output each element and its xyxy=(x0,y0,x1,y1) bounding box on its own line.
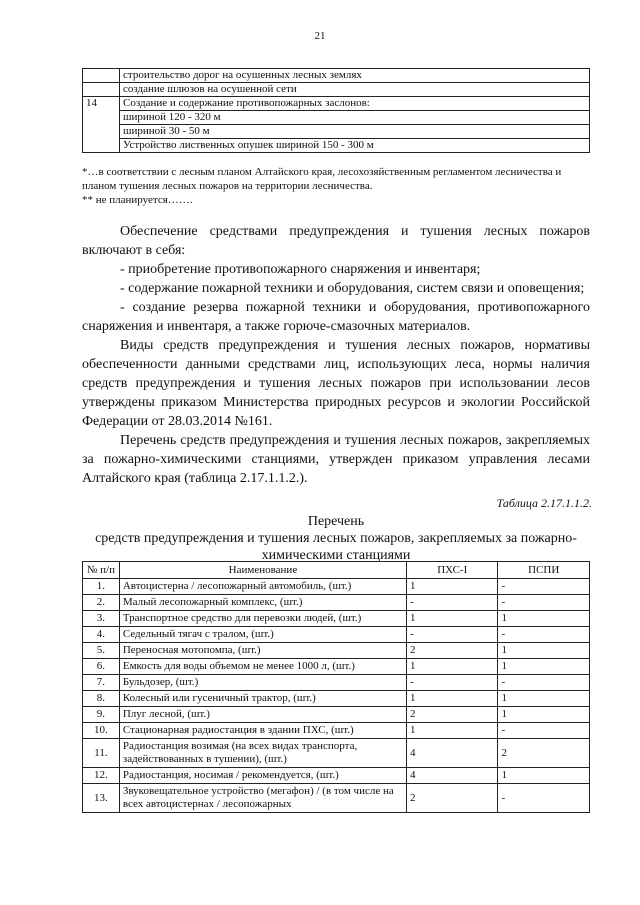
cell-num: 4. xyxy=(83,627,120,643)
cell-col1: 1 xyxy=(407,691,498,707)
cell-name: Седельный тягач с тралом, (шт.) xyxy=(119,627,406,643)
cell-num: 5. xyxy=(83,643,120,659)
cell-num: 11. xyxy=(83,739,120,768)
cell-name: Звуковещательное устройство (мегафон) / (в том числе на всех автоцистернах / лесопожарных xyxy=(119,784,406,813)
cell-name: Бульдозер, (шт.) xyxy=(119,675,406,691)
cell-col1: - xyxy=(407,595,498,611)
cell-name: Радиостанция возимая (на всех видах транспорта, задействованных в тушении), (шт.) xyxy=(119,739,406,768)
top-table xyxy=(82,68,590,153)
cell-col2: 1 xyxy=(498,611,590,627)
header-name: Наименование xyxy=(119,562,406,579)
cell-col2: 1 xyxy=(498,707,590,723)
cell-col1: - xyxy=(407,675,498,691)
table-row xyxy=(83,97,590,111)
table-row xyxy=(83,643,590,659)
cell-num: 2. xyxy=(83,595,120,611)
cell-col2: - xyxy=(498,675,590,691)
page-number: 21 xyxy=(314,30,326,42)
cell-col2: - xyxy=(498,627,590,643)
row-number: 14 xyxy=(83,97,120,153)
cell-name: Транспортное средство для перевозки людей, (шт.) xyxy=(119,611,406,627)
table-title xyxy=(82,513,590,564)
row-text: Создание и содержание противопожарных заслонов: xyxy=(120,97,590,111)
cell-col1: 2 xyxy=(407,784,498,813)
table-row xyxy=(83,675,590,691)
paragraph: Обеспечение средствами предупреждения и тушения лесных пожаров включают в себя: xyxy=(82,224,590,258)
header-col1: ПХС-I xyxy=(407,562,498,579)
cell-name: Стационарная радиостанция в здании ПХС, (шт.) xyxy=(119,723,406,739)
cell-num: 9. xyxy=(83,707,120,723)
paragraph: Виды средств предупреждения и тушения лесных пожаров, нормативы обеспеченности данными средствами лиц, использующих леса, нормы наличия средств предупреждения и тушения лесных пожаров при использовании лесов утверждены приказом Министерства природных ресурсов и экологии Российской Федерации от 28.03.2014 №161. xyxy=(82,338,590,429)
list-item: - приобретение противопожарного снаряжения и инвентаря; xyxy=(120,262,481,277)
table-header-row xyxy=(83,562,590,579)
cell-col1: 4 xyxy=(407,768,498,784)
cell-col2: 1 xyxy=(498,643,590,659)
cell-num: 6. xyxy=(83,659,120,675)
table-row xyxy=(83,139,590,153)
cell-name: Радиостанция, носимая / рекомендуется, (шт.) xyxy=(119,768,406,784)
cell-col2: 1 xyxy=(498,659,590,675)
table-row xyxy=(83,784,590,813)
row-text: создание шлюзов на осушенной сети xyxy=(120,83,590,97)
row-number xyxy=(83,83,120,97)
cell-col2: - xyxy=(498,595,590,611)
header-col2: ПСПИ xyxy=(498,562,590,579)
cell-name: Плуг лесной, (шт.) xyxy=(119,707,406,723)
table-row xyxy=(83,707,590,723)
cell-col2: - xyxy=(498,579,590,595)
table-row xyxy=(83,579,590,595)
row-text: Устройство лиственных опушек шириной 150 - 300 м xyxy=(120,139,590,153)
table-title-line2: средств предупреждения и тушения лесных пожаров, закрепляемых за пожарно-химическими станциями xyxy=(95,531,577,563)
cell-num: 8. xyxy=(83,691,120,707)
cell-num: 3. xyxy=(83,611,120,627)
equipment-table xyxy=(82,561,590,813)
cell-col2: 1 xyxy=(498,768,590,784)
row-text: шириной 30 - 50 м xyxy=(120,125,590,139)
body-text xyxy=(82,222,590,488)
cell-name: Переносная мотопомпа, (шт.) xyxy=(119,643,406,659)
table-row xyxy=(83,739,590,768)
table-row xyxy=(83,627,590,643)
footnote-2: ** не планируется……. xyxy=(82,194,193,206)
table-row xyxy=(83,659,590,675)
header-num: № п/п xyxy=(83,562,120,579)
cell-num: 12. xyxy=(83,768,120,784)
cell-col2: 2 xyxy=(498,739,590,768)
cell-num: 7. xyxy=(83,675,120,691)
table-row xyxy=(83,691,590,707)
cell-col1: 1 xyxy=(407,611,498,627)
table-row xyxy=(83,83,590,97)
cell-name: Малый лесопожарный комплекс, (шт.) xyxy=(119,595,406,611)
cell-col1: 2 xyxy=(407,643,498,659)
table-row xyxy=(83,111,590,125)
list-item: - содержание пожарной техники и оборудования, систем связи и оповещения; xyxy=(120,281,585,296)
cell-name: Колесный или гусеничный трактор, (шт.) xyxy=(119,691,406,707)
row-text: строительство дорог на осушенных лесных землях xyxy=(120,69,590,83)
table-caption: Таблица 2.17.1.1.2. xyxy=(496,496,592,510)
cell-name: Емкость для воды объемом не менее 1000 л, (шт.) xyxy=(119,659,406,675)
table-row xyxy=(83,768,590,784)
table-row xyxy=(83,611,590,627)
table-title-line1: Перечень xyxy=(307,514,365,529)
footnotes xyxy=(82,165,592,207)
paragraph: Перечень средств предупреждения и тушения лесных пожаров, закрепляемых за пожарно-химическими станциями, утвержден приказом управления лесами Алтайского края (таблица 2.17.1.1.2.). xyxy=(82,433,590,486)
cell-col1: 1 xyxy=(407,579,498,595)
list-item: - создание резерва пожарной техники и оборудования, противопожарного снаряжения и инвентаря, а также горюче-смазочных материалов. xyxy=(82,300,590,334)
row-number xyxy=(83,69,120,83)
cell-num: 13. xyxy=(83,784,120,813)
cell-col1: 1 xyxy=(407,723,498,739)
cell-col1: 2 xyxy=(407,707,498,723)
table-row xyxy=(83,595,590,611)
cell-col2: - xyxy=(498,723,590,739)
cell-col1: 4 xyxy=(407,739,498,768)
row-text: шириной 120 - 320 м xyxy=(120,111,590,125)
cell-col1: - xyxy=(407,627,498,643)
table-row xyxy=(83,723,590,739)
cell-col2: 1 xyxy=(498,691,590,707)
table-row xyxy=(83,125,590,139)
table-row xyxy=(83,69,590,83)
cell-col1: 1 xyxy=(407,659,498,675)
cell-num: 10. xyxy=(83,723,120,739)
footnote-1: *…в соответствии с лесным планом Алтайского края, лесохозяйственным регламентом лесничества и планом тушения лесных пожаров на территории лесничества. xyxy=(82,166,562,192)
cell-col2: - xyxy=(498,784,590,813)
cell-name: Автоцистерна / лесопожарный автомобиль, (шт.) xyxy=(119,579,406,595)
cell-num: 1. xyxy=(83,579,120,595)
